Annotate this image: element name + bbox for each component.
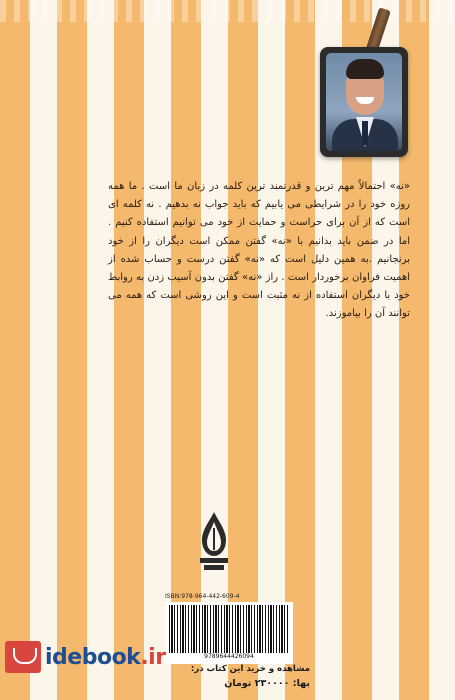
author-photo-frame [320,47,408,157]
logo-main-text: idebook [45,644,141,670]
price-line: بها: ۲۳۰۰۰۰ تومان [224,678,310,689]
barcode-digits: 9789644426094 [204,653,254,660]
logo-suffix-text: .ir [140,644,166,670]
barcode-bars [169,605,289,653]
author-photo [326,53,402,151]
back-cover-paragraph: «نه» احتمالاً مهم ترین و قدرتمند ترین کلمه در زبان ما است . ما همه روزه خود را در شرایطی می یابیم که باید جواب نه بدهیم . نه کلمه ای است که از آن برای حراست و حمایت از خود می توانیم استفاده کنیم . اما در ضمن باید بدانیم با «نه» گفتن ممکن است دیگران را از خود برنجانیم .به همین دلیل است که «نه» گفتن درست و حساب شده از اهمیت فراوان برخوردار است . راز «نه» گفتن بدون آسیب زدن به روابط خود با دیگران استفاده از نه مثبت است و این روشی است که همه می توانند آن را بیاموزند. [108,181,410,320]
publisher-emblem-icon [192,510,236,572]
purchase-info [180,662,310,692]
site-logo[interactable] [5,639,180,675]
barcode [165,602,293,664]
site-caption: مشاهده و خرید این کتاب در: [190,664,310,674]
isbn-text: ISBN:978-964-442-609-4 [165,593,240,600]
book-smile-icon [5,641,41,673]
